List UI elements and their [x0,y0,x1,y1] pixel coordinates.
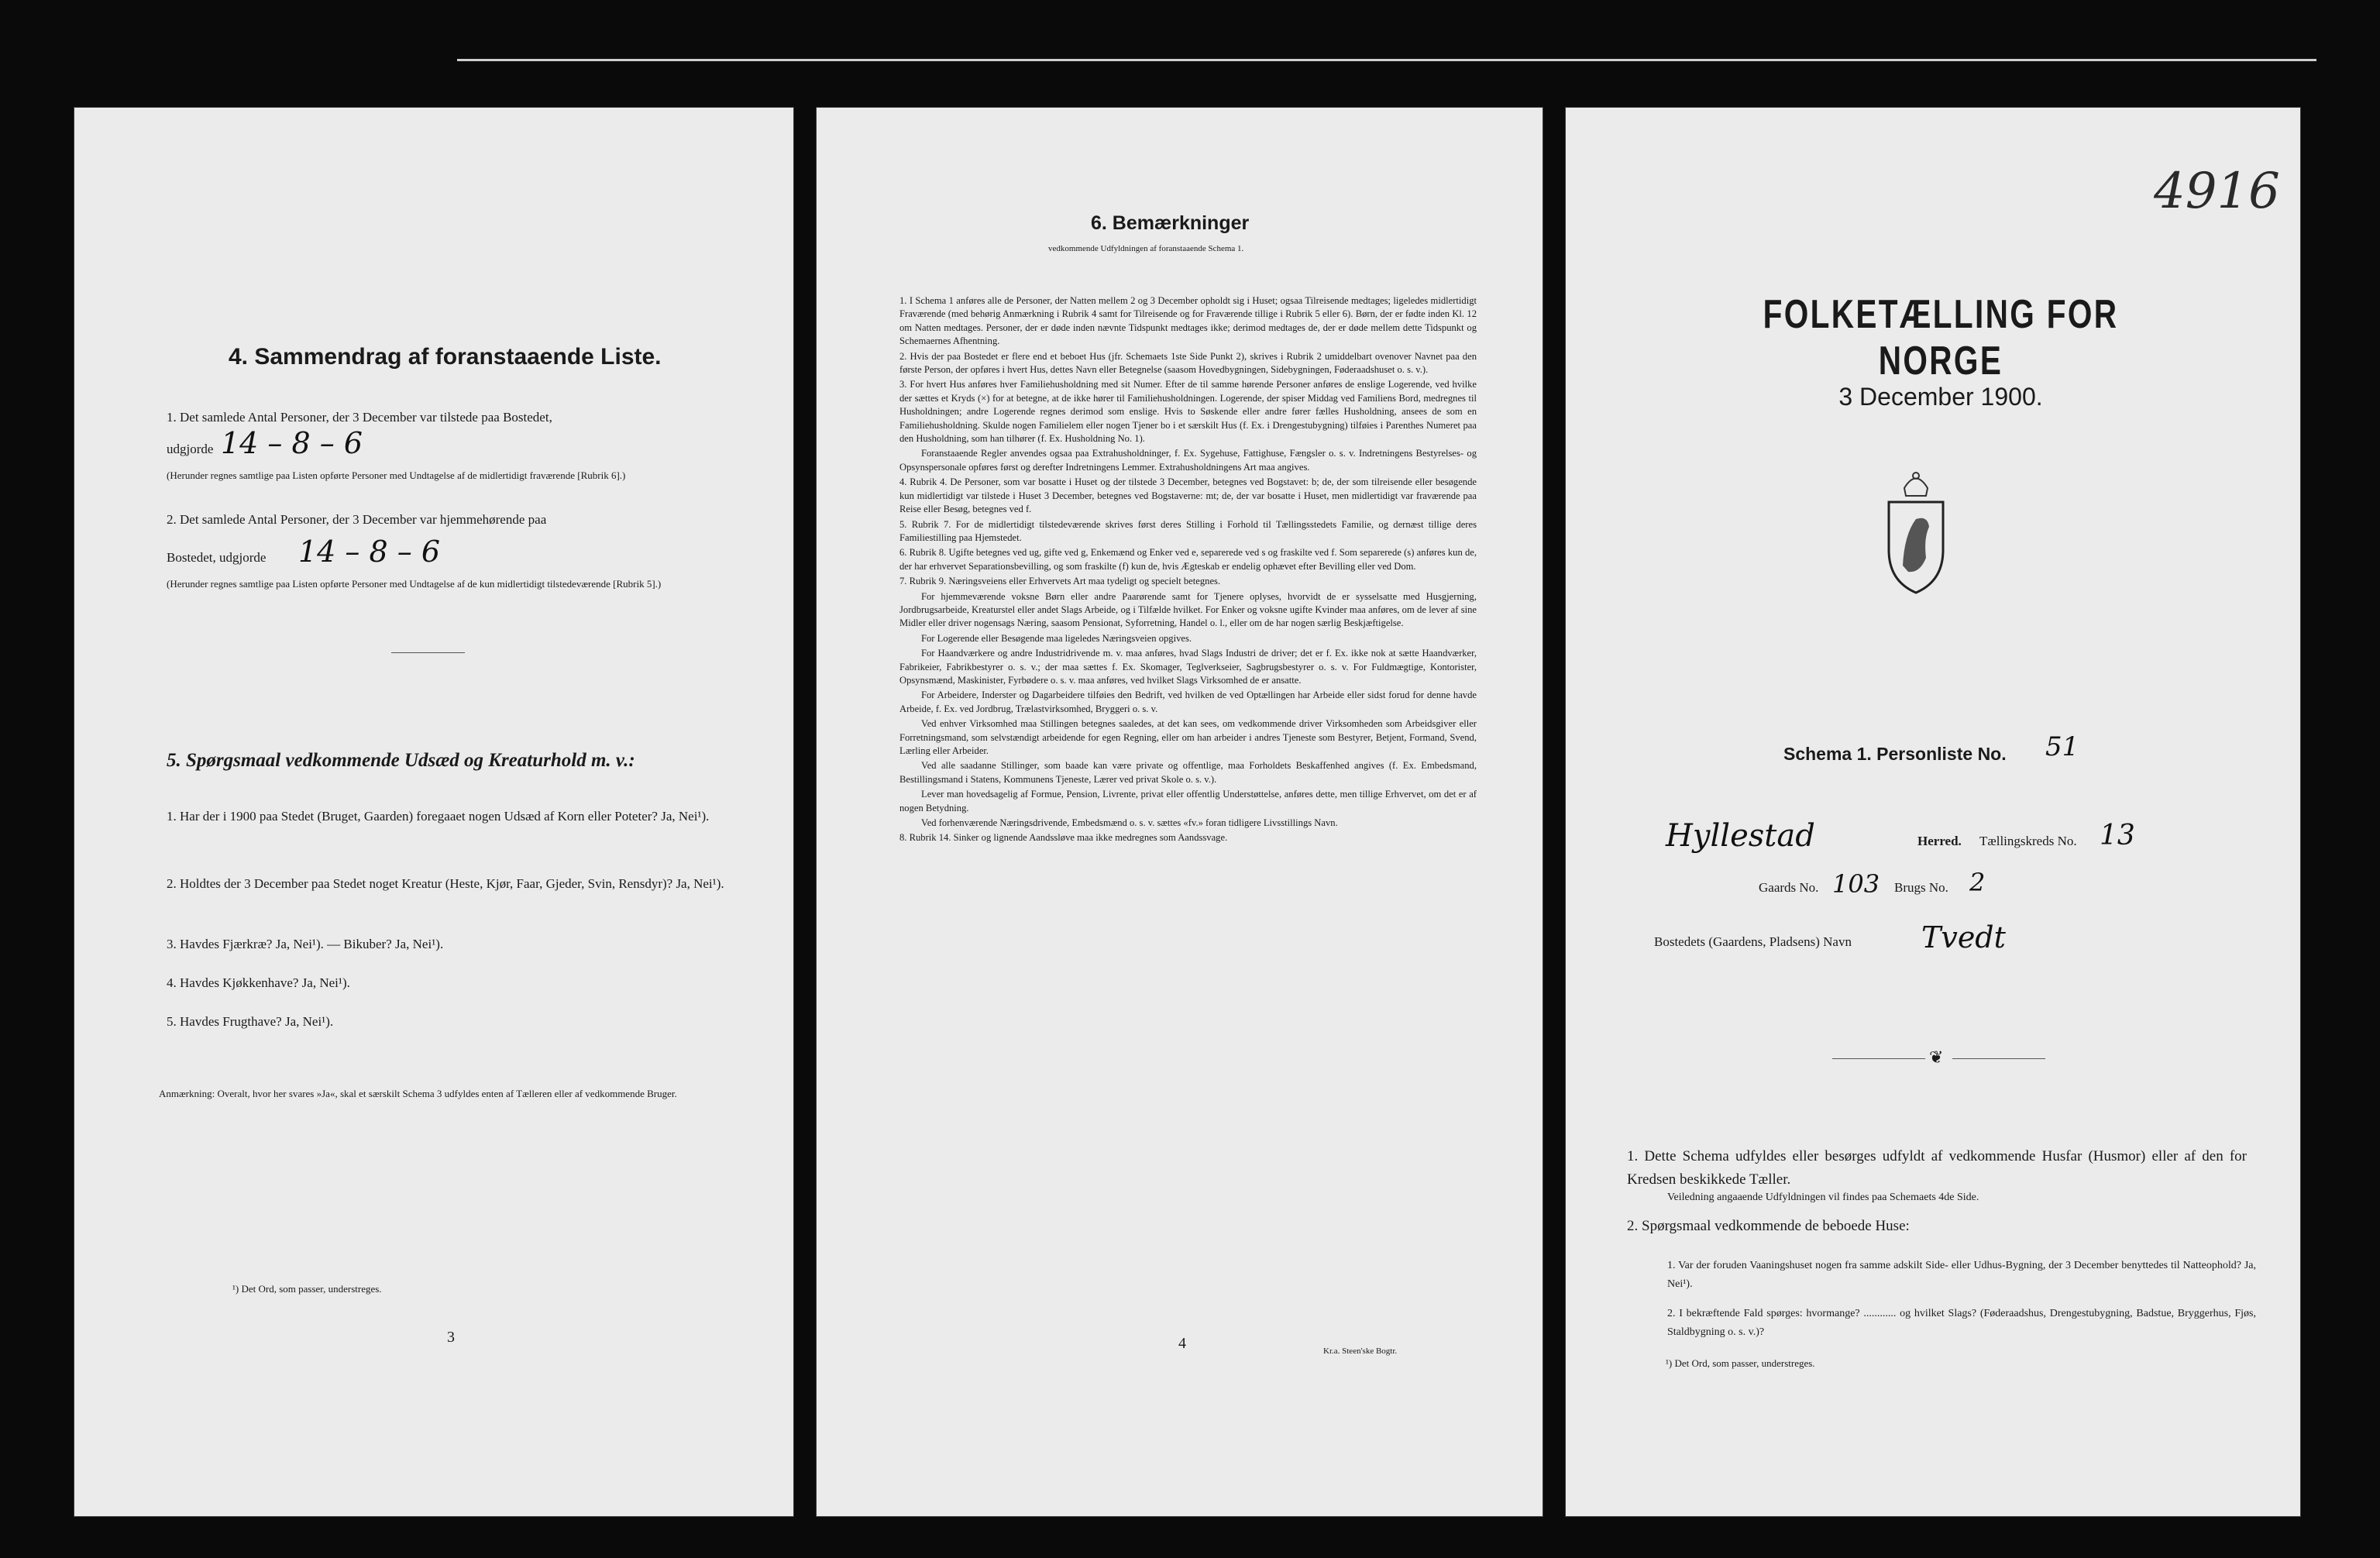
summary-item-2-label: Bostedet, udgjorde [167,550,267,565]
coat-of-arms-icon [1881,465,1951,597]
remark-paragraph: 3. For hvert Hus anføres hver Familiehusholdning med sit Numer. Efter de til samme hørende Personer anføres de enslige Logerende, ved hvilke der sættes et Kryds (×) for at betegne, at de ikke hører til Familiehusholdningen. Logerende, der spiser Middag ved Familiens Bord, medregnes til Husholdningen; andre Logerende regnes derimod som enslige. Hvis to Søskende eller andre fører fælles Husholdning, ansees de som en Familiehusholdning. Skulde nogen Familielem eller nogen Tjener bo i et særskilt Hus (f. Ex. i Drengestubygning) tilføies i Parenthes Numeret paa den Husholdning, som han tilhører (f. Ex. Husholdning No. 1). [899,379,1477,445]
kreds-label: Tællingskreds No. [1979,834,2077,848]
printer-credit: Kr.a. Steen'ske Bogtr. [1323,1346,1398,1356]
remark-paragraph: Lever man hovedsagelig af Formue, Pension, Livrente, privat eller offentlig Understøttelse, anføres dette, men tillige Erhvervet, om det er af nogen Betydning. [899,789,1477,813]
gaards-handwritten: 103 [1832,869,1880,899]
remark-paragraph: 4. Rubrik 4. De Personer, som var bosatte i Huset og der tilstede 3 December, betegnes ved Bogstavet: b; de, der som tilreisende eller besøgende kun midlertidigt var tilstede i Huset 3 December, betegnes ved Bogstaverne: mt; de, der var bosatte i Huset, men midlertidigt var fraværende paa Reise eller Besøg, betegnes ved f. [899,476,1477,515]
remark-paragraph: For hjemmeværende voksne Børn eller andre Paarørende samt for Tjenere oplyses, hvorvidt de er sysselsatte med Husgjerning, Jordbrugsarbeide, Kreaturstel eller andet Slags Arbeide, og i Tilfælde hvilket. For Enker og voksne ugifte Kvinder maa anføres, om de lever af sine Midler eller driver nogensags Næring, saasom Pensionat, Syforretning, Handel o. l., eller om de har nogen særlig Beskjæftigelse. [899,590,1477,629]
remark-paragraph: 1. I Schema 1 anføres alle de Personer, der Natten mellem 2 og 3 December opholdt sig i Huset; ogsaa Tilreisende medtages; ligeledes midlertidigt Fraværende (med behørig Anmærkning i Rubrik 4 samt for Tilreisende og for Fraværende tillige i Rubrik 5 eller 6). Børn, der er fødte inden Kl. 12 om Natten medtages. Personer, der er døde inden nævnte Tidspunkt medtages ikke; derimod medtages de, der er døde mellem dette Tidspunkt og Schemaernes Afhentning. [899,295,1477,347]
summary-item-1-handwritten-count: 14 – 8 – 6 [221,426,363,460]
question-5: 5. Havdes Frugthave? Ja, Nei¹). [167,1014,334,1029]
summary-item-1-label: udgjorde [167,442,214,456]
right-page [1565,107,2301,1517]
question-2: 2. Holdtes der 3 December paa Stedet noget Kreatur (Heste, Kjør, Faar, Gjeder, Svin, Rensdyr)? Ja, Nei¹). [167,876,724,891]
remark-paragraph: Foranstaaende Regler anvendes ogsaa paa Extrahusholdninger, f. Ex. Sygehuse, Fattighuse, Fængsler o. s. v. Indretningens Bestyrelses- og Opsynspersonale opføres først og derefter Indretningens Lemmer. Extrahusholdningens Art maa angives. [899,448,1477,473]
instruction-2-2: 2. I bekræftende Fald spørges: hvormange? ............ og hvilket Slags? (Føderaadshus, Drengestubygning, Badstue, Bryggerhus, Fjøs, Staldbygning o. s. v.)? [1667,1308,2256,1338]
schema-number-handwritten: 51 [2045,731,2079,762]
schema-label: Schema 1. Personliste No. [1783,744,2007,764]
summary-item-2: 2. Det samlede Antal Personer, der 3 December var hjemmehørende paa [167,512,547,527]
section-divider [391,652,465,653]
summary-item-2-note: (Herunder regnes samtlige paa Listen opførte Personer med Undtagelse af de kun midlertidigt tilstedeværende [Rubrik 5].) [167,578,662,590]
page-number: 3 [447,1329,455,1346]
ornament-icon: ❦ [1929,1047,1944,1067]
summary-heading: 4. Sammendrag af foranstaaende Liste. [229,344,662,370]
remark-paragraph: Ved forhenværende Næringsdrivende, Embedsmænd o. s. v. sættes «fv.» foran tidligere Livsstillings Navn. [921,817,1338,829]
question-1: 1. Har der i 1900 paa Stedet (Bruget, Gaarden) foregaaet nogen Udsæd af Korn eller Poteter? Ja, Nei¹). [167,809,710,824]
remark: Anmærkning: Overalt, hvor her svares »Ja«, skal et særskilt Schema 3 udfyldes enten af Tælleren eller af vedkommende Bruger. [159,1088,677,1099]
remark-paragraph: For Logerende eller Besøgende maa ligeledes Næringsveien opgives. [921,632,1192,644]
ornament-line-right [1952,1058,2045,1059]
remark-paragraph: For Arbeidere, Inderster og Dagarbeidere tilføies den Bedrift, ved hvilken de ved Optællingen har Arbeide eller sidst forud for denne havde Arbeide, f. Ex. ved Jordbrug, Trælastvirksomhed, Bryggeri o. s. v. [899,690,1477,714]
herred-handwritten: Hyllestad [1666,818,1815,854]
instruction-2: 2. Spørgsmaal vedkommende de beboede Huse: [1627,1218,1910,1234]
remarks-text [899,294,1477,847]
summary-item-1: 1. Det samlede Antal Personer, der 3 December var tilstede paa Bostedet, [167,410,552,425]
remark-paragraph: 2. Hvis der paa Bostedet er flere end et beboet Hus (jfr. Schemaets 1ste Side Punkt 2), skrives i Rubrik 2 umiddelbart ovenover Navnet paa den første Person, der opføres i hvert Hus, dettes Navn eller Betegnelse (saasom Hovedbygningen, Sidebygningen, Føderaadshuset o. s. v.). [899,350,1477,376]
archive-number: 4916 [2154,163,2280,220]
footnote: ¹) Det Ord, som passer, understreges. [232,1283,382,1295]
page-number: 4 [1178,1335,1186,1352]
gaards-label: Gaards No. [1759,880,1819,895]
question-4: 4. Havdes Kjøkkenhave? Ja, Nei¹). [167,975,350,990]
bosted-handwritten: Tvedt [1921,920,2006,954]
form-title: FOLKETÆLLING FOR NORGE [1763,292,2119,383]
question-3: 3. Havdes Fjærkræ? Ja, Nei¹). — Bikuber? Ja, Nei¹). [167,937,444,951]
summary-item-2-handwritten-count: 14 – 8 – 6 [298,535,441,569]
kreds-handwritten: 13 [2100,820,2135,851]
remark-paragraph: Ved alle saadanne Stillinger, som baade kan være private og offentlige, maa Forholdets Beskaffenhed angives (f. Ex. Embedsmand, Bestillingsmand i Statens, Kommunens Tjeneste, Lærer ved privat Skole o. s. v.). [899,760,1477,785]
form-date: 3 December 1900. [1838,383,2043,411]
remark-paragraph: 7. Rubrik 9. Næringsveiens eller Erhvervets Art maa tydeligt og specielt betegnes. [899,576,1221,587]
remark-paragraph: 6. Rubrik 8. Ugifte betegnes ved ug, gifte ved g, Enkemænd og Enker ved e, separerede ved s og fraskilte ved f. Som separerede (s) anføres kun de, der har erhvervet Separationsbevilling, og som fraskilte (f) kun de, hvis Ægteskab er endelig ophævet efter Bevilling eller ved Dom. [899,547,1477,572]
middle-page [816,107,1543,1517]
herred-label: Herred. [1917,834,1962,848]
bosted-label: Bostedets (Gaardens, Pladsens) Navn [1654,934,1852,949]
remark-paragraph: For Haandværkere og andre Industridrivende m. v. maa anføres, hvad Slags Industri de driver; det er f. Ex. ikke nok at sætte Haandværker, Fabrikeier, Fabrikbestyrer o. s. v.; der maa sættes f. Ex. Skomager, Teglverkseier, Sagbrugsbestyrer o. s. v. For Fuldmægtige, Kontorister, Opsynsmænd, Maskinister, Fyrbødere o. s. v. maa anføres, ved hvilket Slags Virksomhed de er ansatte. [899,648,1477,686]
instruction-2-1: 1. Var der foruden Vaaningshuset nogen fra samme adskilt Side- eller Udhus-Bygning, der 3 December benyttedes til Natteophold? Ja, Nei¹). [1667,1260,2256,1290]
left-page [74,107,794,1517]
remark-paragraph: Ved enhver Virksomhed maa Stillingen betegnes saaledes, at det kan sees, om vedkommende driver Virksomheden som Arbeidsgiver eller Forretningsmand, som selvstændigt arbeidende for egen Regning, eller om han arbeider i andres Tjeneste som Bestyrer, Betjent, Formand, Svend, Lærling eller Arbeider. [899,718,1477,756]
questions-heading: 5. Spørgsmaal vedkommende Udsæd og Kreaturhold m. v.: [167,750,635,771]
remark-paragraph: 8. Rubrik 14. Sinker og lignende Aandssløve maa ikke medregnes som Aandssvage. [899,832,1228,844]
remarks-heading: 6. Bemærkninger [1091,212,1250,234]
instruction-1: 1. Dette Schema udfyldes eller besørges udfyldt af vedkommende Husfar (Husmor) eller af den for Kredsen beskikkede Tæller. [1627,1148,2247,1188]
remarks-subheading: vedkommende Udfyldningen af foranstaaende Schema 1. [1048,244,1244,253]
instruction-1-note: Veiledning angaaende Udfyldningen vil findes paa Schemaets 4de Side. [1667,1192,1979,1203]
brugs-handwritten: 2 [1969,868,1986,897]
summary-item-1-note: (Herunder regnes samtlige paa Listen opførte Personer med Undtagelse af de midlertidigt fraværende [Rubrik 6].) [167,469,626,481]
remark-paragraph: 5. Rubrik 7. For de midlertidigt tilstedeværende skrives først deres Stilling i Forhold til Tællingsstedets Familie, og dernæst tillige deres Familiestilling paa Hjemstedet. [899,518,1477,543]
footnote: ¹) Det Ord, som passer, understreges. [1666,1357,1815,1369]
brugs-label: Brugs No. [1894,880,1948,895]
scan-edge-line [457,59,2316,61]
ornament-line-left [1832,1058,1925,1059]
